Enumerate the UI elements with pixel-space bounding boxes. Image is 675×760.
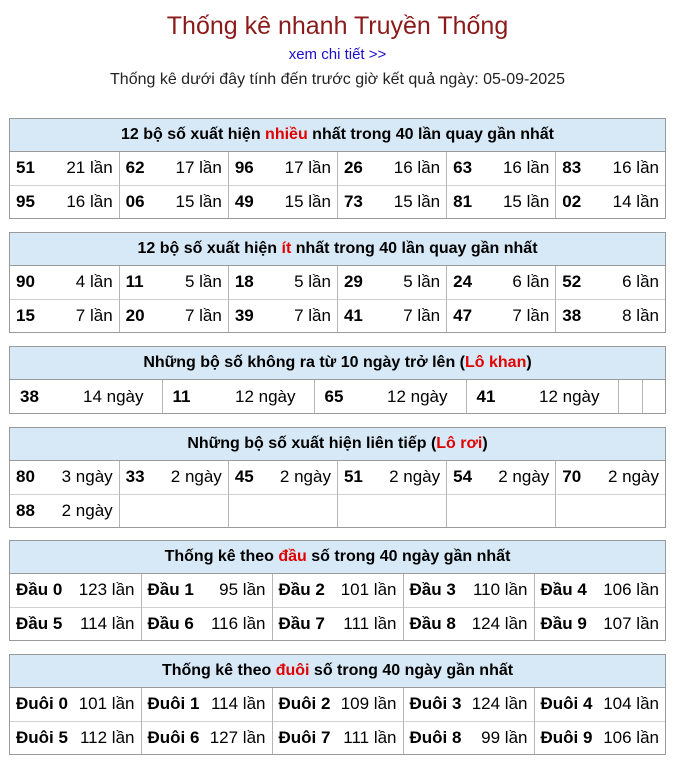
stat-cell	[119, 266, 228, 299]
stat-value: 16 lần	[393, 158, 441, 178]
stat-value: 16 lần	[612, 158, 659, 178]
stat-cell	[337, 299, 446, 332]
stat-value: 5 lần	[403, 272, 441, 292]
stat-cell	[10, 152, 119, 185]
stat-cell	[119, 299, 228, 332]
stat-key: 15	[16, 305, 35, 325]
stat-value: 12 ngày	[235, 386, 296, 406]
stat-value: 95 lần	[219, 580, 266, 600]
stat-value: 7 lần	[294, 305, 331, 325]
stat-key: 11	[172, 386, 191, 406]
stat-key: 52	[562, 272, 582, 292]
stat-key: Đuôi 9	[540, 727, 593, 747]
stat-cell	[337, 152, 446, 185]
stat-cell	[10, 380, 162, 413]
stat-key: Đuôi 1	[147, 694, 200, 714]
stat-key: 49	[234, 191, 254, 211]
stat-cell	[403, 688, 534, 721]
stat-value: 5 lần	[294, 272, 331, 292]
empty-cell	[618, 380, 642, 413]
stat-cell	[466, 380, 618, 413]
stat-cell	[556, 266, 665, 299]
stat-cell	[162, 380, 314, 413]
stat-value: 107 lần	[603, 613, 659, 633]
lo-khan-title: Những bộ số không ra từ 10 ngày trở lên (Lô khan)	[10, 347, 665, 380]
stat-cell	[337, 266, 446, 299]
stat-key: 65	[324, 386, 344, 406]
stat-key: 38	[562, 305, 582, 325]
stat-cell	[403, 721, 534, 754]
stat-value: 7 lần	[184, 305, 222, 325]
stat-key: Đầu 2	[278, 580, 325, 600]
stat-cell	[556, 152, 665, 185]
stat-key: 80	[16, 467, 35, 487]
most-frequent-title: 12 bộ số xuất hiện nhiều nhất trong 40 lần quay gần nhất	[10, 119, 665, 152]
lo-khan-panel	[9, 346, 666, 414]
stat-cell	[141, 721, 272, 754]
stat-value: 127 lần	[209, 727, 266, 747]
table-row	[10, 607, 665, 640]
table-row	[10, 185, 665, 218]
stat-cell	[337, 461, 446, 494]
stat-key: Đuôi 8	[409, 727, 462, 747]
stat-key: 41	[343, 305, 363, 325]
tail-digit-title: Thống kê theo đuôi số trong 40 ngày gần nhất	[10, 655, 665, 688]
stat-value: 124 lần	[471, 694, 528, 714]
stat-key: 11	[125, 272, 144, 292]
stat-cell	[534, 574, 665, 607]
stat-cell	[10, 266, 119, 299]
stat-key: 51	[343, 467, 363, 487]
stat-cell	[10, 299, 119, 332]
lo-roi-table	[10, 461, 665, 527]
stat-value: 109 lần	[340, 694, 397, 714]
stat-cell	[119, 461, 228, 494]
stat-value: 14 ngày	[83, 386, 144, 406]
stat-value: 7 lần	[403, 305, 441, 325]
stat-cell	[10, 461, 119, 494]
stat-cell	[228, 494, 337, 527]
stat-value: 7 lần	[512, 305, 550, 325]
stat-cell	[119, 185, 228, 218]
stat-value: 15 lần	[284, 191, 331, 211]
stat-cell	[447, 299, 556, 332]
stat-key: Đuôi 4	[540, 694, 593, 714]
head-digit-panel	[9, 540, 666, 641]
stat-cell	[403, 574, 534, 607]
table-row	[10, 574, 665, 607]
stat-cell	[534, 721, 665, 754]
stat-key: 83	[562, 158, 582, 178]
stat-cell	[141, 688, 272, 721]
stat-value: 5 lần	[184, 272, 222, 292]
stat-value: 21 lần	[66, 158, 113, 178]
stat-value: 99 lần	[481, 727, 528, 747]
stat-key: 39	[234, 305, 254, 325]
stat-key: Đuôi 7	[278, 727, 331, 747]
stat-key: 02	[562, 191, 582, 211]
stat-key: Đuôi 3	[409, 694, 462, 714]
stat-cell	[447, 152, 556, 185]
table-row	[10, 266, 665, 299]
stat-key: Đầu 3	[409, 580, 456, 600]
stat-cell	[272, 688, 403, 721]
stat-key: 51	[16, 158, 35, 178]
stat-value: 12 ngày	[387, 386, 448, 406]
stat-key: Đuôi 6	[147, 727, 200, 747]
stat-value: 101 lần	[78, 694, 135, 714]
stat-value: 6 lần	[512, 272, 550, 292]
least-frequent-title: 12 bộ số xuất hiện ít nhất trong 40 lần quay gần nhất	[10, 233, 665, 266]
stat-cell	[337, 185, 446, 218]
stat-cell	[556, 299, 665, 332]
stat-key: 81	[453, 191, 473, 211]
tail-digit-table	[10, 688, 665, 754]
stat-key: Đầu 8	[409, 613, 456, 633]
table-row	[10, 299, 665, 332]
stat-value: 3 ngày	[61, 467, 113, 487]
stat-cell	[447, 185, 556, 218]
stat-cell	[10, 721, 141, 754]
stat-value: 111 lần	[343, 727, 397, 747]
stat-key: 47	[453, 305, 473, 325]
stat-value: 114 lần	[210, 694, 266, 714]
stat-key: 41	[476, 386, 496, 406]
stat-value: 17 lần	[284, 158, 331, 178]
head-digit-table	[10, 574, 665, 640]
stat-value: 17 lần	[175, 158, 222, 178]
stat-value: 15 lần	[502, 191, 550, 211]
stat-cell	[534, 607, 665, 640]
stat-cell	[403, 607, 534, 640]
stat-value: 14 lần	[612, 191, 659, 211]
stat-key: Đầu 7	[278, 613, 325, 633]
stat-cell	[534, 688, 665, 721]
stat-cell	[272, 607, 403, 640]
stat-key: 70	[562, 467, 582, 487]
table-row	[10, 380, 666, 413]
stat-cell	[228, 185, 337, 218]
stat-cell	[447, 266, 556, 299]
stat-key: 24	[453, 272, 473, 292]
table-row	[10, 152, 665, 185]
lo-khan-table	[10, 380, 666, 413]
stat-cell	[272, 721, 403, 754]
stat-cell	[141, 574, 272, 607]
stat-value: 2 ngày	[279, 467, 331, 487]
table-row	[10, 688, 665, 721]
stat-key: 38	[20, 386, 39, 406]
least-frequent-table	[10, 266, 665, 332]
stat-cell	[119, 494, 228, 527]
stat-value: 2 ngày	[498, 467, 550, 487]
stat-value: 112 lần	[79, 727, 135, 747]
stat-key: 95	[16, 191, 35, 211]
stat-key: 45	[234, 467, 254, 487]
stat-key: 33	[125, 467, 145, 487]
stat-cell	[447, 494, 556, 527]
stat-cell	[10, 688, 141, 721]
stat-value: 15 lần	[393, 191, 441, 211]
most-frequent-table	[10, 152, 665, 218]
stat-key: 90	[16, 272, 35, 292]
stat-key: 54	[453, 467, 473, 487]
stat-cell	[228, 461, 337, 494]
stat-key: 18	[234, 272, 254, 292]
stat-cell	[10, 494, 119, 527]
stat-key: 29	[343, 272, 363, 292]
head-digit-title: Thống kê theo đầu số trong 40 ngày gần nhất	[10, 541, 665, 574]
view-details-link[interactable]: xem chi tiết >>	[288, 46, 387, 63]
stat-value: 6 lần	[622, 272, 659, 292]
stat-key: 06	[125, 191, 145, 211]
table-row	[10, 494, 665, 527]
stat-key: Đầu 1	[147, 580, 194, 600]
stat-key: Đầu 0	[16, 580, 63, 600]
stat-cell	[556, 185, 665, 218]
stat-key: Đuôi 2	[278, 694, 331, 714]
lo-roi-panel	[9, 427, 666, 528]
stat-key: 63	[453, 158, 473, 178]
stat-value: 12 ngày	[539, 386, 600, 406]
stat-value: 16 lần	[502, 158, 550, 178]
stat-key: 20	[125, 305, 145, 325]
stat-value: 106 lần	[603, 727, 659, 747]
stat-key: 62	[125, 158, 145, 178]
stat-cell	[10, 607, 141, 640]
table-row	[10, 721, 665, 754]
stat-value: 2 ngày	[389, 467, 441, 487]
table-row	[10, 461, 665, 494]
stat-cell	[10, 574, 141, 607]
tail-digit-panel	[9, 654, 666, 755]
stat-cell	[556, 461, 665, 494]
stat-value: 4 lần	[75, 272, 113, 292]
stat-cell	[272, 574, 403, 607]
most-frequent-panel	[9, 118, 666, 219]
stat-value: 8 lần	[622, 305, 659, 325]
stat-cell	[10, 185, 119, 218]
stat-value: 16 lần	[66, 191, 113, 211]
stat-key: Đuôi 0	[16, 694, 68, 714]
page-title: Thống kê nhanh Truyền Thống	[166, 12, 509, 40]
stat-value: 111 lần	[343, 613, 397, 633]
stat-value: 124 lần	[471, 613, 528, 633]
stat-key: 88	[16, 500, 35, 520]
stat-key: 26	[343, 158, 363, 178]
stat-cell	[228, 266, 337, 299]
stat-key: Đầu 5	[16, 613, 63, 633]
stat-value: 116 lần	[210, 613, 266, 633]
stat-value: 101 lần	[340, 580, 397, 600]
stat-key: Đầu 9	[540, 613, 587, 633]
stat-value: 114 lần	[79, 613, 135, 633]
page-subtitle: Thống kê dưới đây tính đến trước giờ kết quả ngày: 05-09-2025	[110, 71, 565, 88]
stat-value: 104 lần	[603, 694, 659, 714]
stat-key: Đuôi 5	[16, 727, 68, 747]
stat-value: 2 ngày	[61, 500, 113, 520]
stat-cell	[228, 152, 337, 185]
stat-value: 7 lần	[75, 305, 113, 325]
stat-value: 110 lần	[472, 580, 528, 600]
stat-value: 106 lần	[603, 580, 659, 600]
stat-cell	[337, 494, 446, 527]
stat-value: 2 ngày	[607, 467, 659, 487]
stat-cell	[141, 607, 272, 640]
stat-value: 123 lần	[78, 580, 135, 600]
empty-cell	[642, 380, 666, 413]
stat-cell	[119, 152, 228, 185]
stat-key: Đầu 6	[147, 613, 194, 633]
lo-roi-title: Những bộ số xuất hiện liên tiếp (Lô rơi)	[10, 428, 665, 461]
stat-key: 96	[234, 158, 254, 178]
stat-value: 2 ngày	[170, 467, 222, 487]
stat-key: 73	[343, 191, 363, 211]
stat-cell	[228, 299, 337, 332]
stat-cell	[447, 461, 556, 494]
stat-cell	[314, 380, 466, 413]
stat-cell	[556, 494, 665, 527]
least-frequent-panel	[9, 232, 666, 333]
stat-key: Đầu 4	[540, 580, 587, 600]
stat-value: 15 lần	[175, 191, 222, 211]
